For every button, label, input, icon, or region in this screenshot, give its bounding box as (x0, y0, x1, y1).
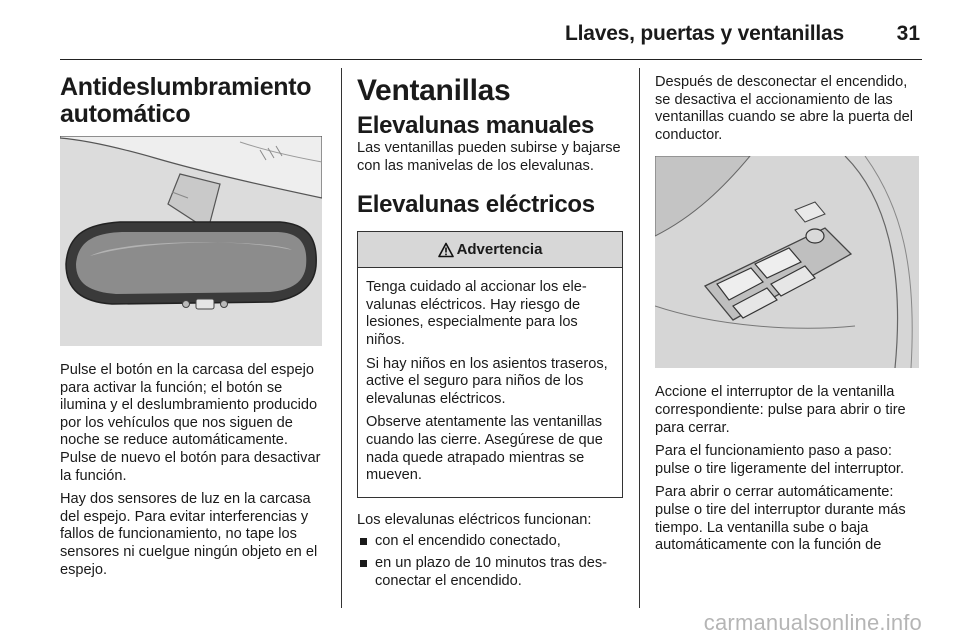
paragraph-automatic: Para abrir o cerrar automáticamente: pulse o tire del interruptor durante más tiempo. La ventanilla sube o baja automáticamente con la función de (655, 484, 906, 554)
warning-paragraph-1: Tenga cuidado al accionar los elevalunas eléctricos. Hay riesgo de lesiones, especialmente para los niños. (366, 279, 587, 348)
heading-line-2: automático (60, 100, 191, 128)
paragraph-manual-windows: Las ventanillas pueden subirse y bajarse con las manivelas de los elevalunas. (357, 140, 621, 174)
paragraph-mirror-function: Pulse el botón en la carcasa del espejo para activar la función; el botón se ilumina y el deslumbramiento producido por los vehículos que nos siguen de noche se reduce automáticamente. Pulse de nuevo el botón para desactivar la función. (60, 362, 321, 484)
subheading-manual-windows: Elevalunas manuales (357, 112, 595, 139)
bullet-square-icon (360, 560, 367, 567)
rearview-mirror-illustration (60, 136, 322, 346)
subheading-power-windows: Elevalunas eléctricos (357, 191, 595, 219)
warning-label: Advertencia (456, 241, 543, 259)
warning-body (358, 268, 622, 497)
section-title-ventanillas: Ventanillas (357, 74, 511, 107)
warning-paragraph-2: Si hay niños en los asientos traseros, active el seguro para niños de los elevalunas eléctricos. (366, 355, 608, 407)
page-number: 31 (896, 22, 920, 45)
page-header (60, 12, 922, 60)
paragraph-power-windows-conditions: Los elevalunas eléctricos funcionan: (357, 511, 592, 528)
window-switch-panel-icon (655, 156, 919, 368)
rearview-mirror-icon (60, 136, 322, 346)
conditions-list (357, 533, 623, 590)
paragraph-mirror-sensors: Hay dos sensores de luz en la carcasa del espejo. Para evitar interferencias y fallos de funcionamiento, no tape los sensores ni cuelgue ningún objeto en el espejo. (60, 491, 318, 578)
heading-line-1: Antideslumbramiento (60, 73, 312, 101)
column-divider-1 (341, 68, 342, 608)
column-3 (655, 74, 923, 561)
watermark: carmanualsonline.info (703, 610, 922, 635)
section-heading-antideslumbramiento (60, 74, 326, 128)
column-2 (357, 74, 623, 594)
paragraph-driver-door: Después de desconectar el encendido, se desactiva el accionamiento de las ventanillas cuando se abre la puerta del conductor. (655, 74, 913, 143)
warning-paragraph-3: Observe atentamente las ventanillas cuando las cierre. Asegúrese de que nada quede atrapado mientras se mueven. (366, 414, 603, 484)
bullet-square-icon (360, 538, 367, 545)
list-item: en un plazo de 10 minutos tras desconectar el encendido. (357, 555, 623, 590)
column-divider-2 (639, 68, 640, 608)
paragraph-switch-operation: Accione el interruptor de la ventanilla correspondiente: pulse para abrir o tire para cerrar. (655, 384, 906, 436)
window-switch-panel-illustration (655, 156, 919, 368)
warning-box (357, 231, 623, 498)
header-title: Llaves, puertas y ventanillas (564, 22, 844, 45)
warning-triangle-icon (438, 242, 454, 258)
column-1 (60, 74, 326, 585)
paragraph-step-by-step: Para el funcionamiento paso a paso: pulse o tire ligeramente del interruptor. (655, 443, 905, 477)
warning-header (358, 232, 622, 268)
list-item: con el encendido conectado, (357, 533, 623, 551)
